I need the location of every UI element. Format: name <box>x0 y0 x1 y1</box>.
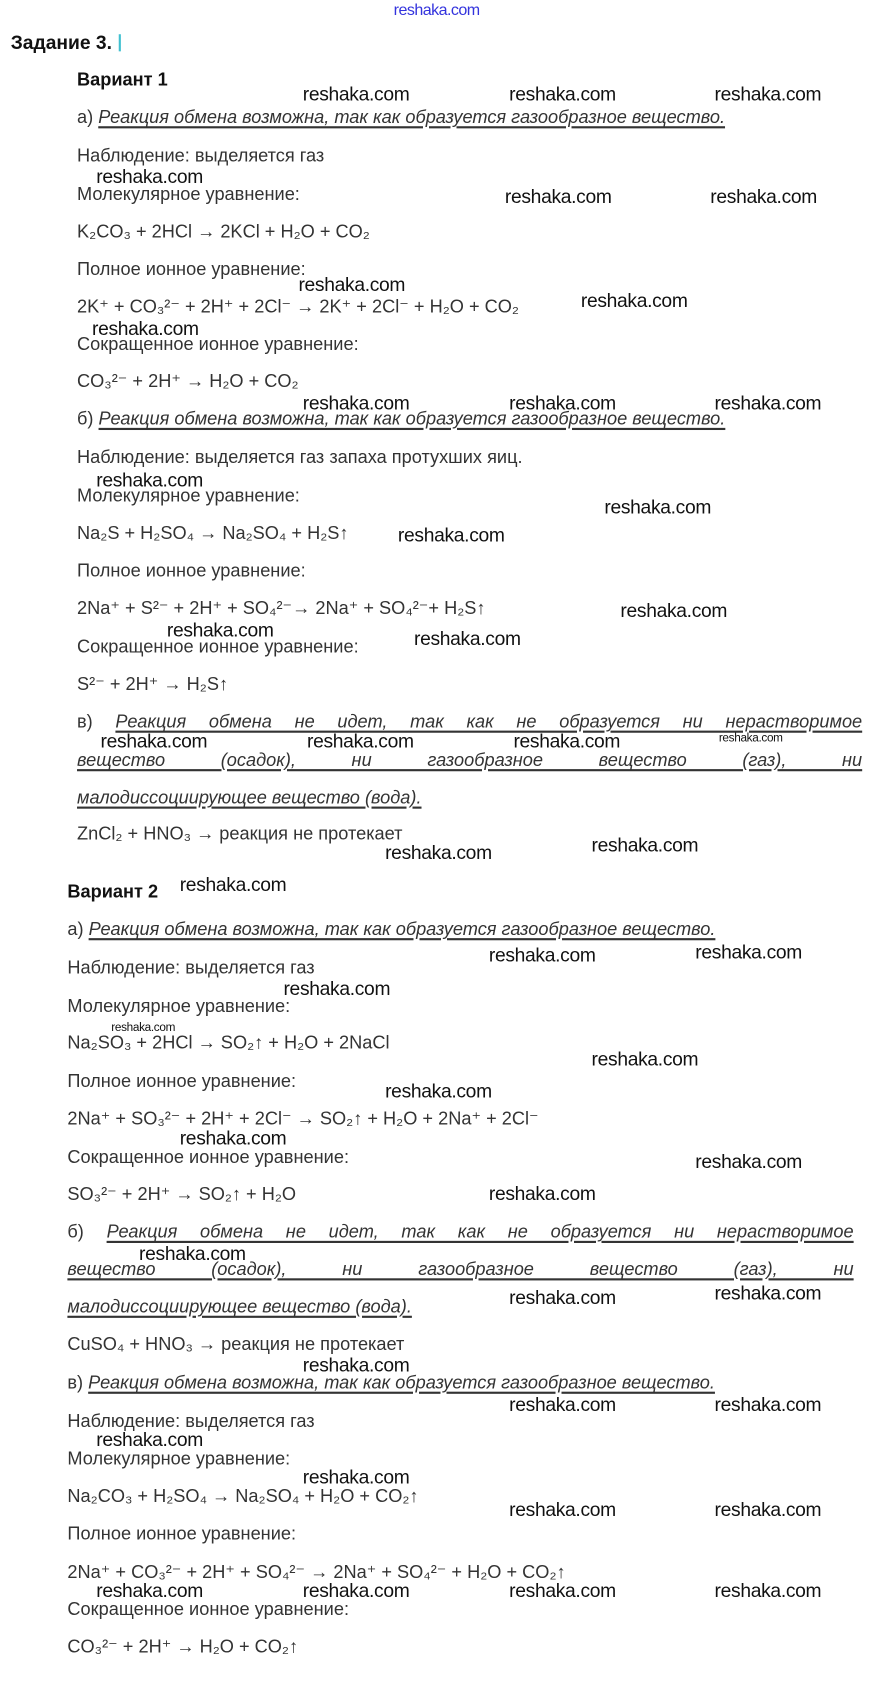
v2-a-short-label: Сокращенное ионное уравнение: <box>67 1146 350 1168</box>
conclusion-text: Реакция обмена возможна, так как образуется газообразное вещество. <box>98 408 726 429</box>
v2-c-mol-eq: Na₂CO₃ + H₂SO₄ → Na₂SO₄ + H₂O + CO₂↑ <box>67 1485 419 1507</box>
conclusion-text: малодиссоциирующее вещество (вода). <box>77 787 422 808</box>
watermark-text: reshaka.com <box>96 469 203 491</box>
v2-c-short-label: Сокращенное ионное уравнение: <box>67 1599 350 1620</box>
watermark-text: reshaka.com <box>302 83 410 105</box>
v1-b-mol-eq: Na₂S + H₂SO₄ → Na₂SO₄ + H₂S↑ <box>77 523 349 544</box>
item-label: в) <box>77 711 116 732</box>
watermark-text: reshaka.com <box>179 1127 287 1149</box>
watermark-text: reshaka.com <box>695 941 803 963</box>
watermark-text: reshaka.com <box>302 1466 410 1488</box>
watermark-text: reshaka.com <box>488 944 596 966</box>
watermark-text: reshaka.com <box>714 1579 822 1602</box>
watermark-text: reshaka.com <box>96 165 203 188</box>
variant-2-heading: Вариант 2 <box>67 881 159 902</box>
v1-a-full-eq: 2K⁺ + CO₃²⁻ + 2H⁺ + 2Cl⁻ → 2K⁺ + 2Cl⁻ + H₂O + CO₂ <box>77 296 519 317</box>
watermark-text: reshaka.com <box>580 289 688 312</box>
watermark-text: reshaka.com <box>385 841 492 864</box>
watermark-text: reshaka.com <box>302 1354 410 1376</box>
watermark-text: reshaka.com <box>111 1021 176 1035</box>
watermark-text: reshaka.com <box>179 873 287 896</box>
watermark-text: reshaka.com <box>302 1579 410 1602</box>
conclusion-text: Реакция обмена не идет, так как не образуется ни нерастворимое <box>106 1221 854 1242</box>
v2-c-short-eq: CO₃²⁻ + 2H⁺ → H₂O + CO₂↑ <box>67 1636 299 1657</box>
conclusion-text: Реакция обмена возможна, так как образуется газообразное вещество. <box>88 1372 715 1393</box>
v2-b-eq: CuSO₄ + HNO₃ → реакция не протекает <box>67 1333 405 1355</box>
v2-a-observation: Наблюдение: выделяется газ <box>67 957 315 978</box>
v1-a-conclusion <box>77 106 725 130</box>
v2-b-line3 <box>67 1295 411 1319</box>
v1-a-mol-eq: K₂CO₃ + 2HCl → 2KCl + H₂O + CO₂ <box>77 221 370 242</box>
v1-b-short-label: Сокращенное ионное уравнение: <box>77 636 359 657</box>
v1-b-full-label: Полное ионное уравнение: <box>77 560 306 581</box>
watermark-text: reshaka.com <box>509 83 616 105</box>
watermark-text: reshaka.com <box>96 1579 203 1602</box>
watermark-text: reshaka.com <box>509 392 616 414</box>
v2-c-observation: Наблюдение: выделяется газ <box>67 1410 315 1432</box>
v1-a-short-eq: CO₃²⁻ + 2H⁺ → H₂O + CO₂ <box>77 371 299 392</box>
watermark-text: reshaka.com <box>591 1048 699 1070</box>
task-title-text: Задание 3. <box>10 32 112 54</box>
watermark-text: reshaka.com <box>298 273 406 296</box>
v1-b-short-eq: S²⁻ + 2H⁺ → H₂S↑ <box>77 673 229 695</box>
watermark-text: reshaka.com <box>96 1429 203 1451</box>
text-cursor <box>118 34 120 51</box>
v1-a-short-label: Сокращенное ионное уравнение: <box>77 333 359 355</box>
watermark-text: reshaka.com <box>166 619 274 641</box>
watermark-text: reshaka.com <box>488 1183 596 1205</box>
conclusion-text: Реакция обмена возможна, так как образуется газообразное вещество. <box>88 918 716 940</box>
watermark-text: reshaka.com <box>509 1393 616 1416</box>
site-watermark: reshaka.com <box>393 1 480 20</box>
watermark-text: reshaka.com <box>714 1282 822 1304</box>
watermark-text: reshaka.com <box>591 834 699 856</box>
conclusion-text: Реакция обмена возможна, так как образуется газообразное вещество. <box>98 106 726 128</box>
v1-c-eq: ZnCl₂ + HNO₃ → реакция не протекает <box>77 823 403 844</box>
watermark-text: reshaka.com <box>604 496 712 518</box>
v1-a-mol-label: Молекулярное уравнение: <box>77 183 300 205</box>
watermark-text: reshaka.com <box>397 524 505 546</box>
v1-a-full-label: Полное ионное уравнение: <box>77 258 306 280</box>
watermark-text: reshaka.com <box>385 1080 492 1102</box>
v2-a-full-label: Полное ионное уравнение: <box>67 1070 297 1092</box>
item-label: в) <box>67 1372 89 1393</box>
watermark-text: reshaka.com <box>91 317 199 340</box>
v1-b-mol-label: Молекулярное уравнение: <box>77 485 300 506</box>
watermark-text: reshaka.com <box>509 1498 616 1521</box>
item-label: б) <box>67 1221 107 1242</box>
watermark-text: reshaka.com <box>513 730 621 752</box>
watermark-text: reshaka.com <box>302 392 410 414</box>
watermark-text: reshaka.com <box>710 186 817 208</box>
watermark-text: reshaka.com <box>283 977 391 1000</box>
watermark-text: reshaka.com <box>718 731 783 745</box>
task-title <box>11 32 121 54</box>
v2-b-line2: вещество (осадок), ни газообразное вещество (газ), ни <box>67 1259 854 1280</box>
watermark-text: reshaka.com <box>504 186 612 208</box>
watermark-text: reshaka.com <box>695 1150 803 1173</box>
watermark-text: reshaka.com <box>509 1579 616 1602</box>
v2-c-mol-label: Молекулярное уравнение: <box>67 1448 291 1469</box>
v2-c-full-eq: 2Na⁺ + CO₃²⁻ + 2H⁺ + SO₄²⁻ → 2Na⁺ + SO₄²⁻ + H₂O + CO₂↑ <box>67 1561 566 1583</box>
v2-a-short-eq: SO₃²⁻ + 2H⁺ → SO₂↑ + H₂O <box>67 1184 297 1205</box>
item-label: б) <box>77 408 99 429</box>
watermark-text: reshaka.com <box>714 1393 822 1416</box>
v2-c-full-label: Полное ионное уравнение: <box>67 1523 297 1544</box>
watermark-text: reshaka.com <box>714 1498 822 1521</box>
watermark-text: reshaka.com <box>139 1242 246 1265</box>
v2-a-mol-eq: Na₂SO₃ + 2HCl → SO₂↑ + H₂O + 2NaCl <box>67 1032 390 1053</box>
watermark-text: reshaka.com <box>509 1286 616 1309</box>
watermark-text: reshaka.com <box>413 627 521 650</box>
v1-a-observation: Наблюдение: выделяется газ <box>77 145 325 166</box>
watermark-text: reshaka.com <box>714 83 822 105</box>
v1-b-full-eq: 2Na⁺ + S²⁻ + 2H⁺ + SO₄²⁻→ 2Na⁺ + SO₄²⁻+ H₂S↑ <box>77 597 486 619</box>
conclusion-text: малодиссоциирующее вещество (вода). <box>67 1296 412 1317</box>
v1-c-line2: вещество (осадок), ни газообразное вещество (газ), ни <box>77 749 863 771</box>
v2-b-line1 <box>67 1221 853 1245</box>
watermark-text: reshaka.com <box>714 392 822 414</box>
watermark-text: reshaka.com <box>307 730 414 752</box>
v2-a-full-eq: 2Na⁺ + SO₃²⁻ + 2H⁺ + 2Cl⁻ → SO₂↑ + H₂O + 2Na⁺ + 2Cl⁻ <box>67 1108 539 1129</box>
item-label: а) <box>77 106 99 128</box>
variant-1-heading: Вариант 1 <box>77 69 168 90</box>
v1-c-line3 <box>77 786 421 810</box>
watermark-text: reshaka.com <box>620 600 728 622</box>
v2-a-mol-label: Молекулярное уравнение: <box>67 995 291 1017</box>
item-label: а) <box>67 918 89 940</box>
v2-a-conclusion <box>67 918 715 942</box>
watermark-text: reshaka.com <box>100 730 208 752</box>
v1-b-observation: Наблюдение: выделяется газ запаха протухших яиц. <box>77 447 523 468</box>
conclusion-text: Реакция обмена не идет, так как не образуется ни нерастворимое <box>115 711 863 732</box>
